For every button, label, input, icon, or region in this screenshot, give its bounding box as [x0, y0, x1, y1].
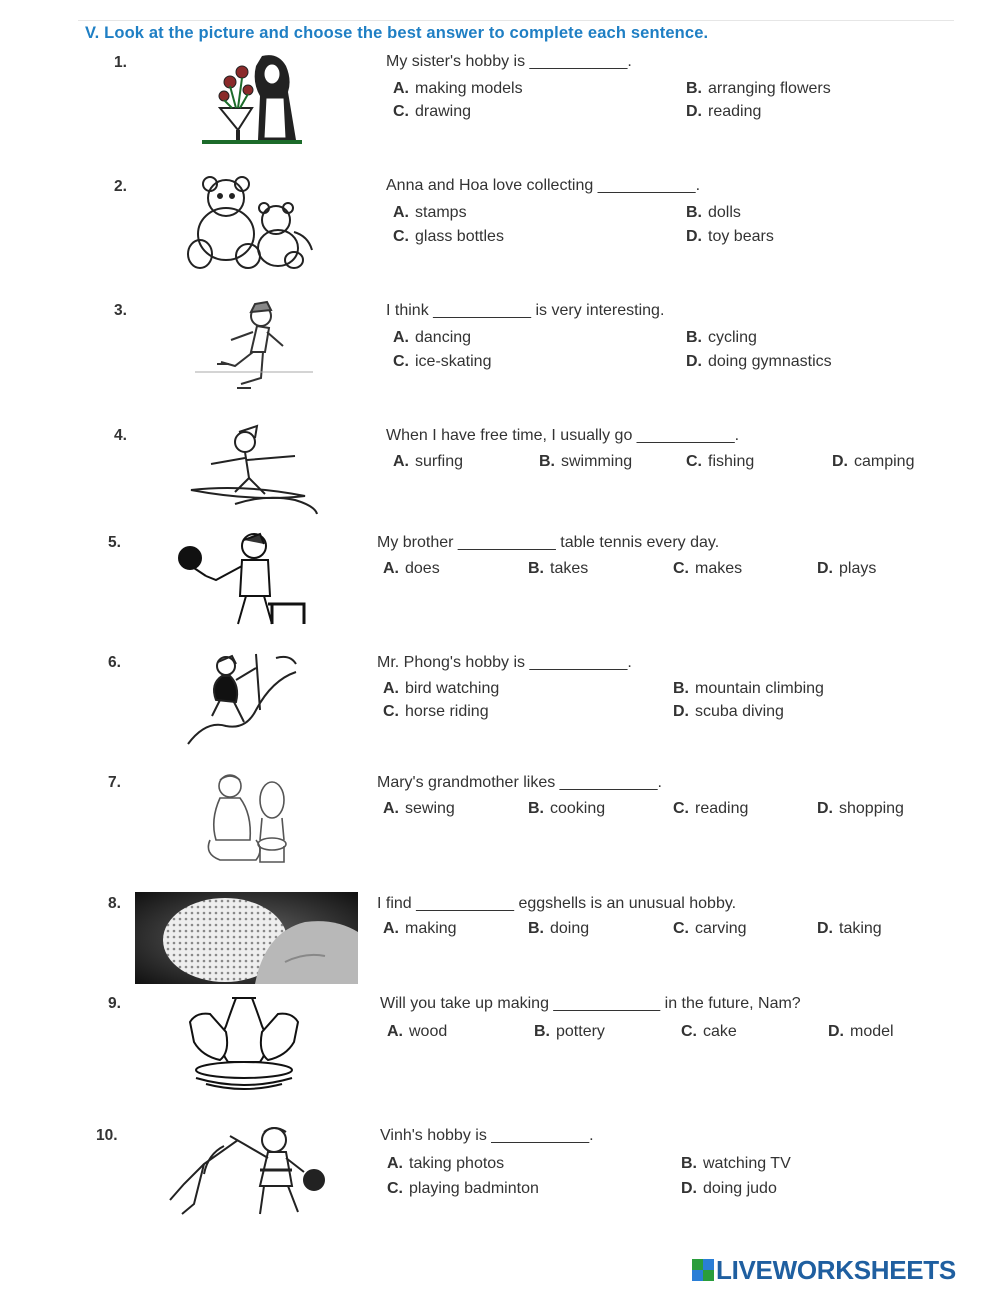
- table-tennis-player-icon: [176, 530, 306, 626]
- option-letter: D.: [686, 103, 702, 120]
- question-number: 9.: [108, 995, 121, 1012]
- option-letter: D.: [817, 920, 833, 937]
- question-stem: I think ___________ is very interesting.: [386, 302, 665, 319]
- option-text: sewing: [405, 800, 455, 817]
- question-stem: My brother ___________ table tennis every day.: [377, 534, 720, 551]
- option-letter: A.: [387, 1155, 403, 1172]
- option-letter: C.: [673, 560, 689, 577]
- option-text: drawing: [415, 103, 472, 120]
- option-text: taking photos: [409, 1155, 505, 1172]
- option-letter: B.: [528, 800, 544, 817]
- option-c[interactable]: [393, 353, 491, 371]
- option-text: watching TV: [703, 1155, 791, 1172]
- option-letter: C.: [673, 920, 689, 937]
- option-a[interactable]: [387, 1155, 504, 1173]
- option-text: dolls: [708, 204, 741, 221]
- question-number: 4.: [114, 427, 127, 444]
- option-b[interactable]: [528, 920, 589, 938]
- option-text: horse riding: [405, 703, 489, 720]
- question-number: 3.: [114, 302, 127, 319]
- teddy-bears-icon: [182, 176, 327, 272]
- option-a[interactable]: [383, 800, 455, 818]
- option-text: stamps: [415, 204, 467, 221]
- pottery-wheel-icon: [186, 992, 306, 1090]
- option-letter: B.: [528, 560, 544, 577]
- question-number: 1.: [114, 54, 127, 71]
- option-a[interactable]: [393, 329, 471, 347]
- option-a[interactable]: [383, 920, 457, 938]
- option-text: making: [405, 920, 457, 937]
- surfer-icon: [185, 424, 325, 520]
- option-d[interactable]: [686, 353, 832, 371]
- question-stem: Vinh's hobby is ___________.: [380, 1127, 594, 1144]
- option-letter: A.: [383, 920, 399, 937]
- option-c[interactable]: [393, 228, 504, 246]
- option-b[interactable]: [528, 560, 588, 578]
- option-letter: C.: [393, 228, 409, 245]
- option-text: dancing: [415, 329, 472, 346]
- option-letter: B.: [686, 329, 702, 346]
- option-b[interactable]: [686, 204, 741, 222]
- option-letter: D.: [832, 453, 848, 470]
- judo-players-icon: [164, 1124, 334, 1224]
- mountain-climber-icon: [186, 650, 301, 746]
- option-d[interactable]: [828, 1023, 894, 1041]
- logo-mark-icon: [692, 1259, 714, 1281]
- option-d[interactable]: [673, 703, 784, 721]
- option-d[interactable]: [681, 1180, 777, 1198]
- question-stem: Anna and Hoa love collecting ___________.: [386, 177, 701, 194]
- exercise-heading: V. Look at the picture and choose the best answer to complete each sentence.: [85, 24, 709, 42]
- ice-skater-icon: [195, 300, 315, 396]
- question-number: 6.: [108, 654, 121, 671]
- option-c[interactable]: [383, 703, 489, 721]
- option-text: does: [405, 560, 440, 577]
- question-number: 7.: [108, 774, 121, 791]
- option-text: cooking: [550, 800, 606, 817]
- option-letter: B.: [534, 1023, 550, 1040]
- option-text: taking: [839, 920, 882, 937]
- option-letter: B.: [681, 1155, 697, 1172]
- option-b[interactable]: [681, 1155, 791, 1173]
- option-c[interactable]: [393, 103, 471, 121]
- option-c[interactable]: [686, 453, 754, 471]
- option-letter: C.: [393, 103, 409, 120]
- question-number: 2.: [114, 178, 127, 195]
- question-stem: When I have free time, I usually go ___________.: [386, 427, 740, 444]
- question-stem: I find ___________ eggshells is an unusual hobby.: [377, 895, 737, 912]
- option-letter: D.: [686, 228, 702, 245]
- grandmother-sewing-icon: [190, 770, 300, 866]
- option-text: making models: [415, 80, 523, 97]
- carved-eggshell-photo: [135, 892, 358, 984]
- option-text: camping: [854, 453, 915, 470]
- option-letter: D.: [673, 703, 689, 720]
- option-letter: B.: [539, 453, 555, 470]
- option-text: reading: [695, 800, 749, 817]
- option-c[interactable]: [673, 560, 742, 578]
- option-b[interactable]: [528, 800, 605, 818]
- option-letter: D.: [828, 1023, 844, 1040]
- option-d[interactable]: [817, 920, 882, 938]
- option-text: model: [850, 1023, 894, 1040]
- option-text: shopping: [839, 800, 904, 817]
- option-letter: C.: [383, 703, 399, 720]
- option-d[interactable]: [817, 800, 904, 818]
- option-letter: D.: [817, 800, 833, 817]
- option-text: toy bears: [708, 228, 774, 245]
- option-letter: A.: [393, 80, 409, 97]
- option-d[interactable]: [686, 228, 774, 246]
- option-text: fishing: [708, 453, 755, 470]
- option-text: reading: [708, 103, 762, 120]
- option-b[interactable]: [673, 680, 824, 698]
- option-text: scuba diving: [695, 703, 784, 720]
- option-b[interactable]: [686, 80, 831, 98]
- option-text: carving: [695, 920, 747, 937]
- option-letter: B.: [686, 80, 702, 97]
- option-letter: A.: [383, 560, 399, 577]
- question-stem: Mr. Phong's hobby is ___________.: [377, 654, 632, 671]
- option-d[interactable]: [686, 103, 761, 121]
- option-letter: A.: [393, 204, 409, 221]
- option-letter: C.: [387, 1180, 403, 1197]
- option-letter: B.: [673, 680, 689, 697]
- option-text: plays: [839, 560, 877, 577]
- option-b[interactable]: [534, 1023, 605, 1041]
- option-text: doing: [550, 920, 590, 937]
- option-text: arranging flowers: [708, 80, 831, 97]
- option-text: wood: [409, 1023, 448, 1040]
- option-letter: A.: [393, 329, 409, 346]
- question-number: 10.: [96, 1127, 118, 1144]
- option-text: doing judo: [703, 1180, 777, 1197]
- option-letter: B.: [528, 920, 544, 937]
- question-stem: Will you take up making ____________ in the future, Nam?: [380, 995, 801, 1012]
- option-letter: C.: [686, 453, 702, 470]
- option-letter: A.: [383, 680, 399, 697]
- option-text: playing badminton: [409, 1180, 539, 1197]
- option-text: surfing: [415, 453, 464, 470]
- option-text: bird watching: [405, 680, 500, 697]
- question-stem: Mary's grandmother likes ___________.: [377, 774, 662, 791]
- option-letter: A.: [393, 453, 409, 470]
- option-text: pottery: [556, 1023, 605, 1040]
- option-text: cycling: [708, 329, 757, 346]
- option-text: cake: [703, 1023, 737, 1040]
- liveworksheets-logo: [692, 1255, 956, 1285]
- option-letter: D.: [681, 1180, 697, 1197]
- option-text: mountain climbing: [695, 680, 824, 697]
- option-d[interactable]: [832, 453, 914, 471]
- option-b[interactable]: [686, 329, 757, 347]
- option-text: doing gymnastics: [708, 353, 832, 370]
- brand-name: LIVEWORKSHEETS: [716, 1254, 956, 1285]
- option-c[interactable]: [387, 1180, 539, 1198]
- option-text: swimming: [561, 453, 633, 470]
- option-c[interactable]: [673, 800, 748, 818]
- option-letter: D.: [817, 560, 833, 577]
- option-letter: A.: [387, 1023, 403, 1040]
- option-a[interactable]: [393, 453, 463, 471]
- question-number: 5.: [108, 534, 121, 551]
- option-letter: C.: [393, 353, 409, 370]
- option-c[interactable]: [681, 1023, 737, 1041]
- option-text: makes: [695, 560, 743, 577]
- woman-arranging-flowers-icon: [200, 52, 306, 148]
- option-letter: D.: [686, 353, 702, 370]
- top-divider: [78, 20, 954, 21]
- option-letter: C.: [681, 1023, 697, 1040]
- question-stem: My sister's hobby is ___________.: [386, 53, 632, 70]
- option-a[interactable]: [393, 204, 467, 222]
- option-b[interactable]: [539, 453, 632, 471]
- option-a[interactable]: [383, 560, 440, 578]
- option-letter: C.: [673, 800, 689, 817]
- option-c[interactable]: [673, 920, 747, 938]
- option-letter: A.: [383, 800, 399, 817]
- option-a[interactable]: [393, 80, 523, 98]
- option-d[interactable]: [817, 560, 876, 578]
- option-a[interactable]: [387, 1023, 447, 1041]
- option-letter: B.: [686, 204, 702, 221]
- question-number: 8.: [108, 895, 121, 912]
- option-text: glass bottles: [415, 228, 504, 245]
- option-text: ice-skating: [415, 353, 492, 370]
- option-a[interactable]: [383, 680, 499, 698]
- option-text: takes: [550, 560, 589, 577]
